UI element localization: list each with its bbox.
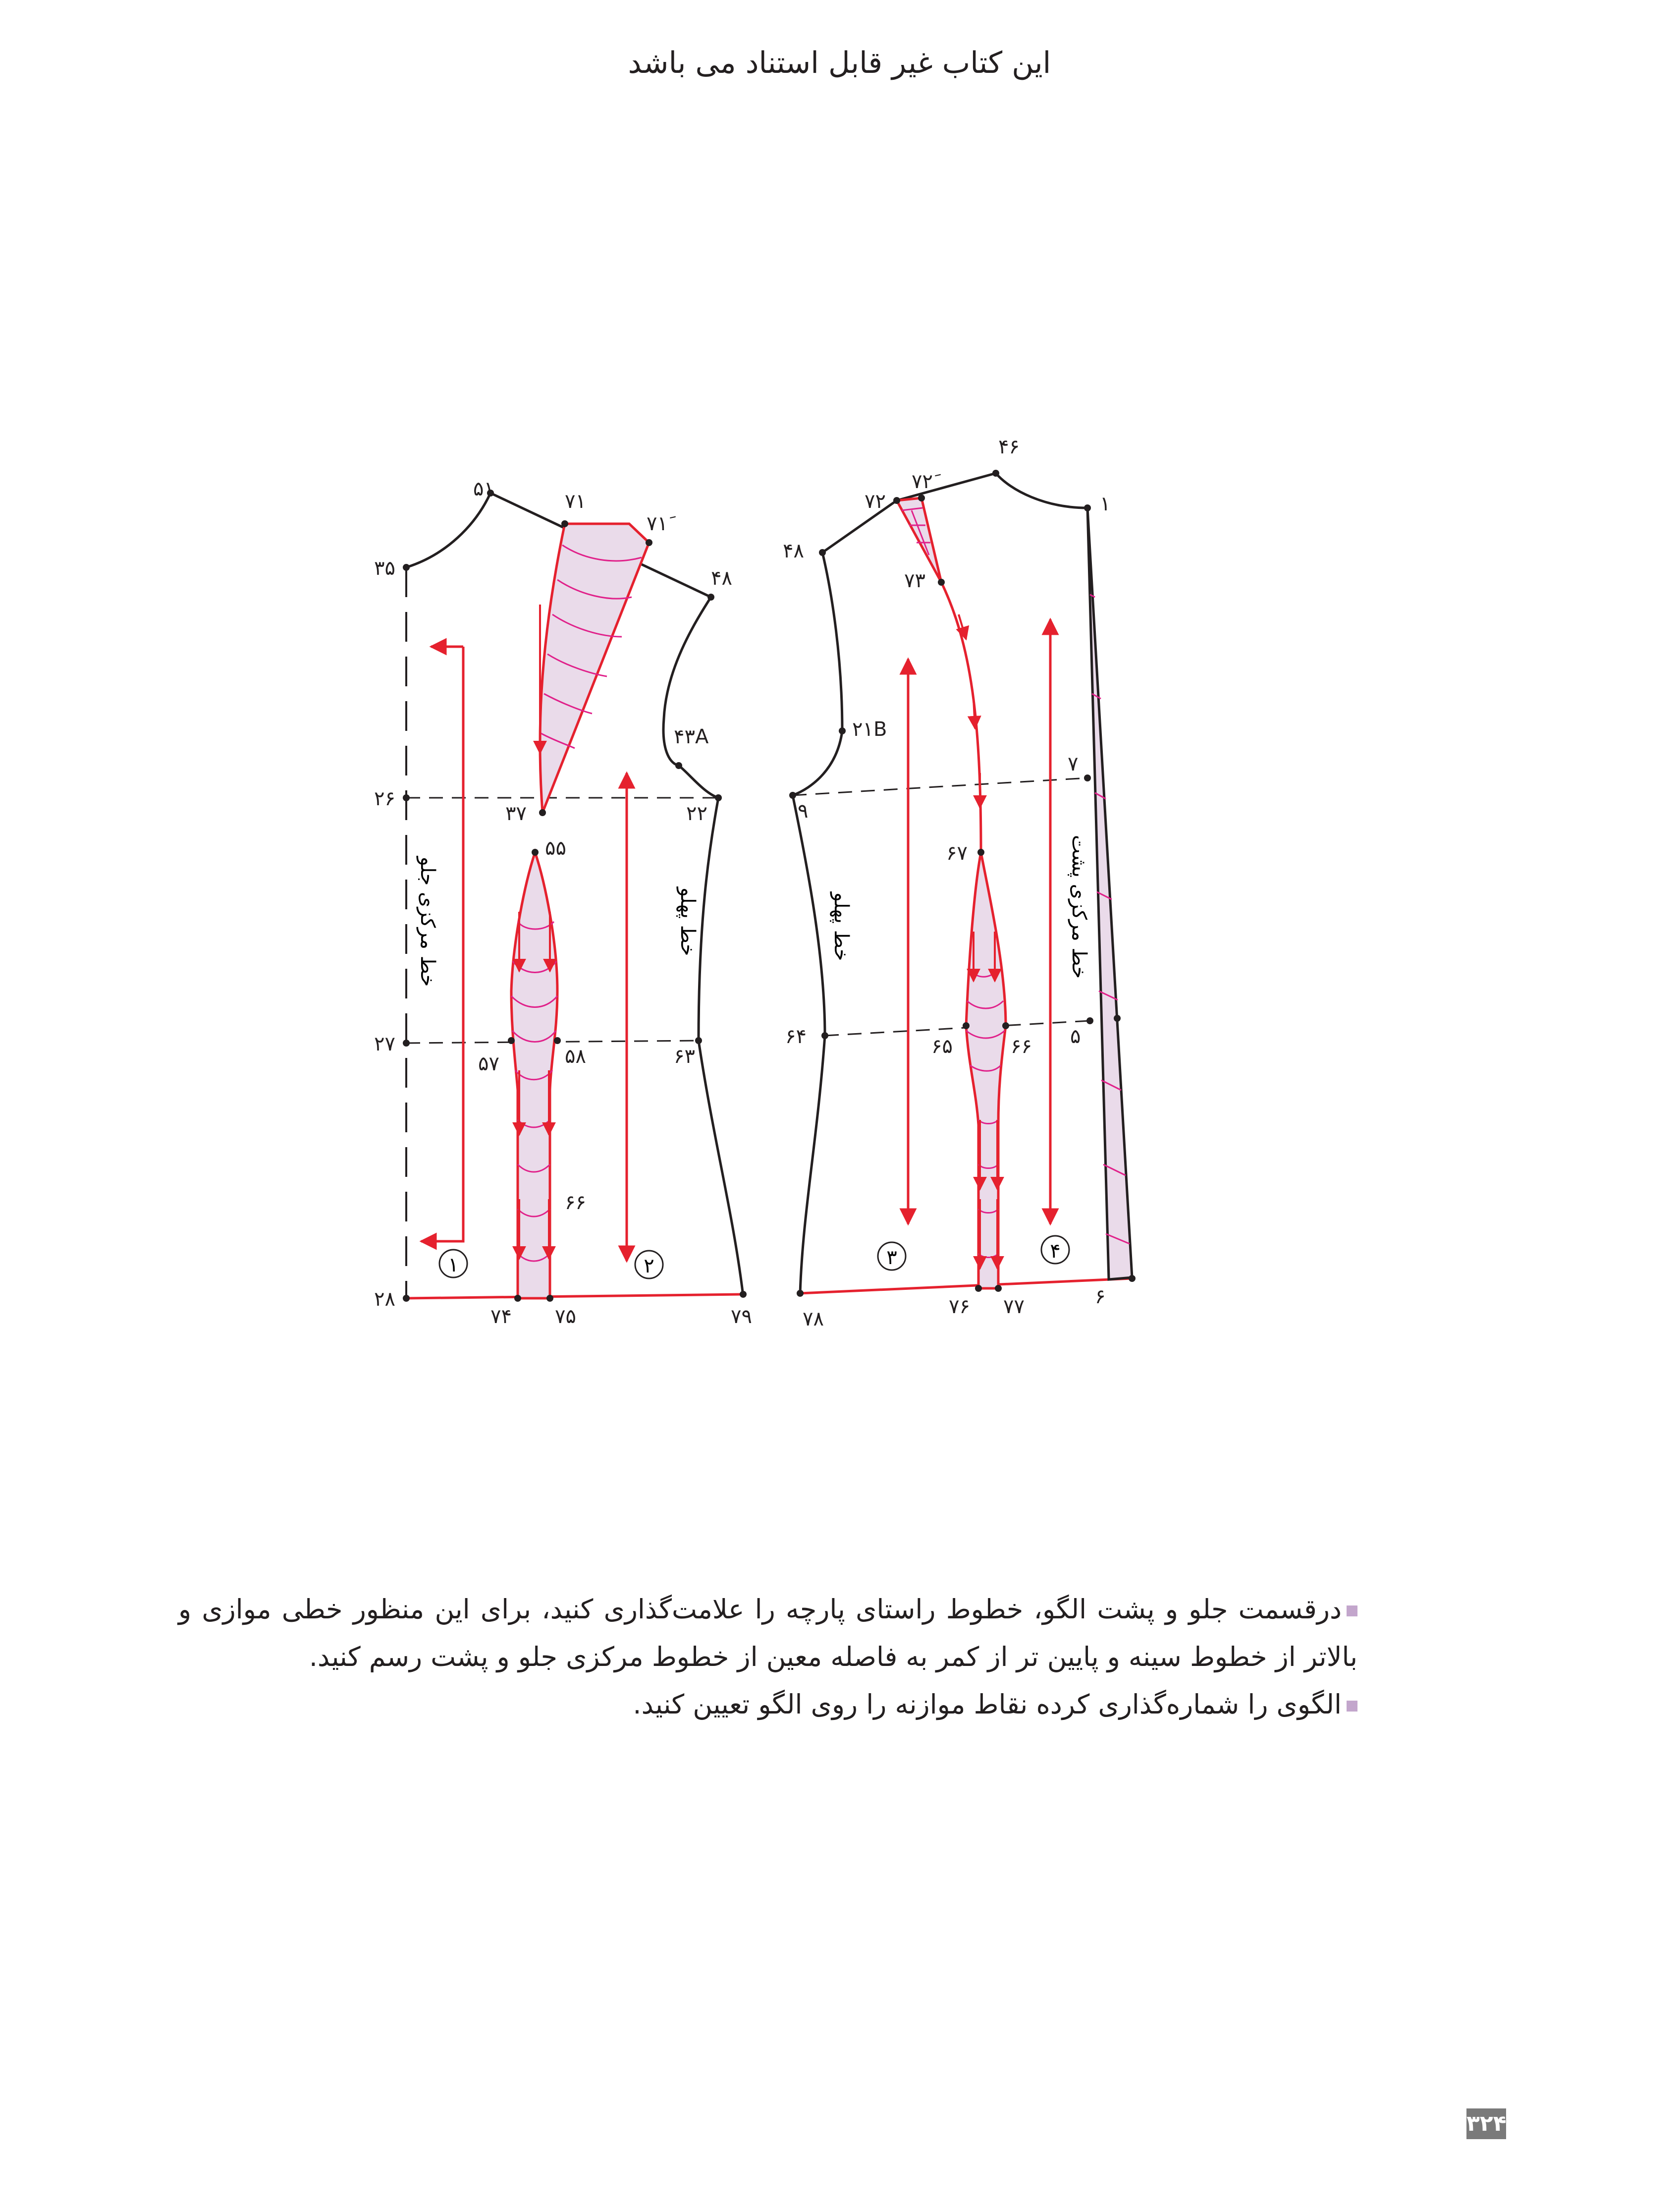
- front-waist-dart: [511, 852, 557, 1298]
- grain-label-3: ۳: [886, 1246, 897, 1269]
- back-label-21B: ۲۱B: [852, 718, 887, 741]
- grain-label-2: ۲: [644, 1255, 654, 1277]
- front-label-71: ۷۱: [565, 490, 586, 513]
- front-label-57: ۵۷: [478, 1052, 499, 1075]
- front-label-51: ۵۱: [473, 478, 494, 500]
- back-label-72p: ۷۲َ: [912, 470, 933, 493]
- back-armhole: [793, 553, 842, 795]
- front-label-58: ۵۸: [565, 1045, 586, 1068]
- back-label-9: ۹: [798, 800, 809, 823]
- front-armhole: [663, 597, 718, 798]
- page-header: این کتاب غیر قابل استناد می باشد: [628, 46, 1051, 80]
- back-side-line-label: خط پهلو: [830, 892, 853, 961]
- front-center-line-label: خط مرکزی جلو: [416, 856, 439, 987]
- back-label-5: ۵: [1070, 1025, 1081, 1048]
- back-label-48: ۴۸: [783, 540, 804, 562]
- front-side-seam: [699, 798, 743, 1296]
- back-label-46: ۴۶: [998, 436, 1020, 458]
- back-label-66: ۶۶: [1011, 1035, 1032, 1058]
- back-label-73: ۷۳: [904, 569, 925, 592]
- front-label-79: ۷۹: [731, 1305, 752, 1328]
- back-label-64: ۶۴: [785, 1025, 807, 1048]
- front-neckline: [406, 493, 490, 567]
- back-label-77: ۷۷: [1003, 1295, 1025, 1318]
- page-number: ۳۲۴: [1466, 2108, 1506, 2139]
- front-label-74: ۷۴: [490, 1305, 512, 1328]
- back-label-78: ۷۸: [803, 1308, 824, 1330]
- front-hem: [406, 1294, 743, 1298]
- back-label-67: ۶۷: [946, 842, 968, 865]
- front-label-75: ۷۵: [555, 1305, 576, 1328]
- back-label-65: ۶۵: [931, 1035, 953, 1058]
- front-label-55: ۵۵: [545, 837, 566, 860]
- instruction-text: [178, 1586, 1357, 1728]
- back-label-7: ۷: [1068, 753, 1079, 775]
- grain-label-4: ۴: [1050, 1240, 1061, 1263]
- back-center-line-label: خط مرکزی پشت: [1068, 834, 1090, 979]
- back-label-72: ۷۲: [865, 490, 886, 513]
- back-center-panel: [1087, 508, 1132, 1279]
- grain-label-1: ۱: [448, 1254, 459, 1276]
- front-label-37: ۳۷: [505, 802, 527, 825]
- back-hem: [800, 1278, 1132, 1293]
- back-label-1: ۱: [1100, 493, 1111, 515]
- bullet-icon: [1347, 1701, 1357, 1712]
- front-dart-panel: [540, 524, 649, 813]
- front-label-71p: ۷۱َ: [647, 512, 668, 535]
- back-label-6: ۶: [1095, 1285, 1106, 1308]
- back-label-76: ۷۶: [949, 1295, 970, 1318]
- back-pattern: [793, 473, 1110, 1293]
- back-neckline: [996, 473, 1087, 508]
- front-label-66: ۶۶: [565, 1191, 586, 1214]
- back-waist-dart: [966, 852, 1006, 1288]
- front-label-27: ۲۷: [374, 1033, 395, 1055]
- bullet-icon: [1347, 1605, 1357, 1616]
- front-label-28: ۲۸: [374, 1288, 395, 1311]
- front-label-43A: ۴۳A: [674, 725, 709, 748]
- back-bust-line: [793, 778, 1087, 795]
- front-label-22: ۲۲: [686, 802, 707, 825]
- instruction-item-2: الگوی را شماره‌گذاری کرده نقاط موازنه را روی الگو تعیین کنید.: [178, 1681, 1357, 1728]
- front-label-35: ۳۵: [374, 557, 395, 580]
- front-side-line-label: خط پهلو: [676, 887, 699, 956]
- front-label-48: ۴۸: [711, 567, 732, 590]
- front-label-63: ۶۳: [674, 1045, 695, 1068]
- instruction-item-1: درقسمت جلو و پشت الگو، خطوط راستای پارچه را علامت‌گذاری کنید، برای این منظور خطی موازی و بالاتر از خطوط سینه و پایین تر از کمر به فاصله معین از خطوط مرکزی جلو و پشت رسم کنید.: [178, 1594, 1357, 1672]
- front-label-26: ۲۶: [374, 787, 395, 810]
